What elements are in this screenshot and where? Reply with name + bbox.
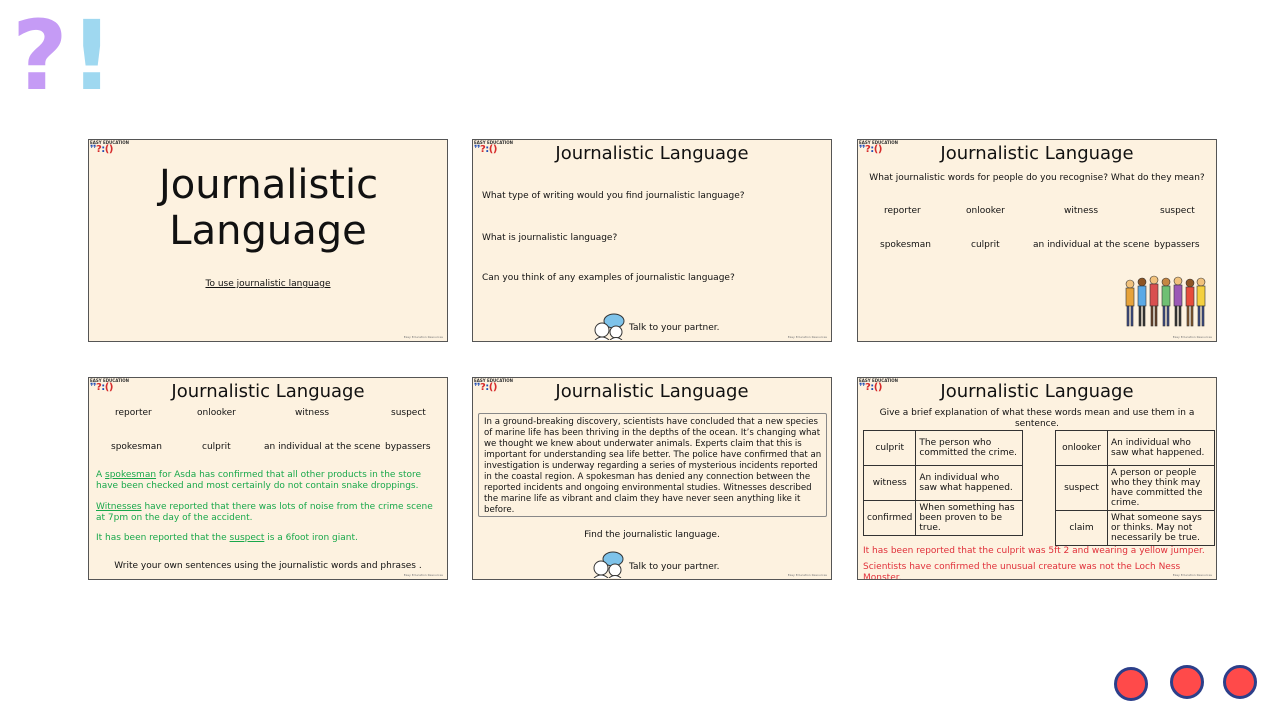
question-mark-icon: ? [12,0,68,112]
example-sentence: It has been reported that the culprit was 5ft 2 and wearing a yellow jumper. [863,546,1205,556]
slide-title: Journalistic Language [940,381,1134,402]
slide-footer: Easy Education Resources [1172,573,1212,577]
slide-footer: Easy Education Resources [1172,335,1212,339]
vocabulary-table-right [1055,430,1215,546]
table-cell-word: witness [864,466,916,501]
talk-partner-icon [591,550,625,578]
task-instruction: Find the journalistic language. [584,530,720,540]
table-cell-word: suspect [1056,466,1108,511]
word: witness [295,408,330,418]
word: reporter [884,206,921,216]
slide-footer: Easy Education Resources [787,573,827,577]
slide-footer: Easy Education Resources [787,335,827,339]
slide-thumbnail-1[interactable] [88,139,448,342]
table-cell-meaning: The person who committed the crime. [916,431,1023,466]
example-sentence: Witnesses have reported that there was lots of noise from the crime scene at 7pm on the day of the accident. [96,502,433,523]
table-row [1056,511,1215,546]
table-cell-meaning: What someone says or thinks. May not necessarily be true. [1108,511,1215,546]
slide-thumbnail-2[interactable] [472,139,832,342]
table-cell-word: claim [1056,511,1108,546]
slide-title: Journalistic Language [159,162,379,254]
word: bypassers [1154,240,1200,250]
slide-thumbnail-4[interactable] [88,377,448,580]
learning-objective: To use journalistic language [205,279,331,289]
slide-title: Journalistic Language [555,381,749,402]
slide-logo: EASY EDUCATION ❜❜?:() [859,378,898,393]
word: reporter [115,408,152,418]
word: an individual at the scene [264,442,381,452]
word: suspect [1160,206,1195,216]
table-cell-word: onlooker [1056,431,1108,466]
task-instruction: Write your own sentences using the journalistic words and phrases . [114,561,422,571]
slide-logo: EASY EDUCATION ❜❜?:() [474,378,513,393]
table-cell-meaning: When something has been proven to be true. [916,501,1023,536]
question: What type of writing would you find journalistic language? [482,191,745,201]
question: Can you think of any examples of journalistic language? [482,273,735,283]
word: spokesman [880,240,932,250]
word: onlooker [966,206,1005,216]
word: spokesman [111,442,163,452]
example-sentence: It has been reported that the suspect is a 6foot iron giant. [96,533,358,543]
table-cell-meaning: A person or people who they think may have committed the crime. [1108,466,1215,511]
word: an individual at the scene [1033,240,1150,250]
slide-logo: EASY EDUCATION ❜❜?:() [90,378,129,393]
brand-logo [12,0,114,112]
talk-prompt: Talk to your partner. [629,323,720,333]
slide-logo: EASY EDUCATION ❜❜?:() [859,140,898,155]
word: bypassers [385,442,431,452]
slide-footer: Easy Education Resources [403,335,443,339]
table-row [1056,466,1215,511]
vocabulary-table-left [863,430,1023,536]
word: culprit [971,240,1000,250]
decorative-dot-icon [1170,665,1204,699]
table-cell-word: culprit [864,431,916,466]
decorative-dot-icon [1223,665,1257,699]
table-row [864,431,1023,466]
slide-prompt: What journalistic words for people do you recognise? What do they mean? [869,173,1205,183]
slide-logo: EASY EDUCATION ❜❜?:() [90,140,129,155]
exclamation-mark-icon: ! [69,0,114,112]
slide-logo: EASY EDUCATION ❜❜?:() [474,140,513,155]
decorative-dot-icon [1114,667,1148,701]
slide-prompt: Give a brief explanation of what these words mean and use them in a sentence. [879,408,1195,429]
talk-prompt: Talk to your partner. [629,562,720,572]
example-sentence: A spokesman for Asda has confirmed that all other products in the store have been checked and most certainly do not contain snake droppings. [96,470,422,491]
word: culprit [202,442,231,452]
question: What is journalistic language? [482,233,618,243]
table-row [1056,431,1215,466]
word: witness [1064,206,1099,216]
table-cell-meaning: An individual who saw what happened. [916,466,1023,501]
table-row [864,466,1023,501]
table-cell-meaning: An individual who saw what happened. [1108,431,1215,466]
talk-partner-icon [592,312,626,340]
slide-thumbnail-6[interactable] [857,377,1217,580]
slide-thumbnail-5[interactable] [472,377,832,580]
slide-title: Journalistic Language [171,381,365,402]
news-passage: In a ground-breaking discovery, scientists have concluded that a new species of marine life has been thriving in the depths of the ocean. It’s changing what we thought we knew about underwater animals. Experts claim that this is important for understanding sea life better. The police have confirmed that an investigation is underway regarding a series of mysterious incidents reported in the coastal region. A spokesman has denied any connection between the reported incidents and ongoing environmental studies. Witnesses described the marine life as vibrant and claim they have never seen anything like it before. [478,413,827,517]
slide-thumbnail-3[interactable] [857,139,1217,342]
slide-title: Journalistic Language [940,143,1134,164]
slide-footer: Easy Education Resources [403,573,443,577]
slide-title: Journalistic Language [555,143,749,164]
word: onlooker [197,408,236,418]
word: suspect [391,408,426,418]
table-cell-word: confirmed [864,501,916,536]
table-row [864,501,1023,536]
example-sentence: Scientists have confirmed the unusual creature was not the Loch Ness Monster. [863,562,1181,580]
people-group-illustration [1122,270,1208,328]
